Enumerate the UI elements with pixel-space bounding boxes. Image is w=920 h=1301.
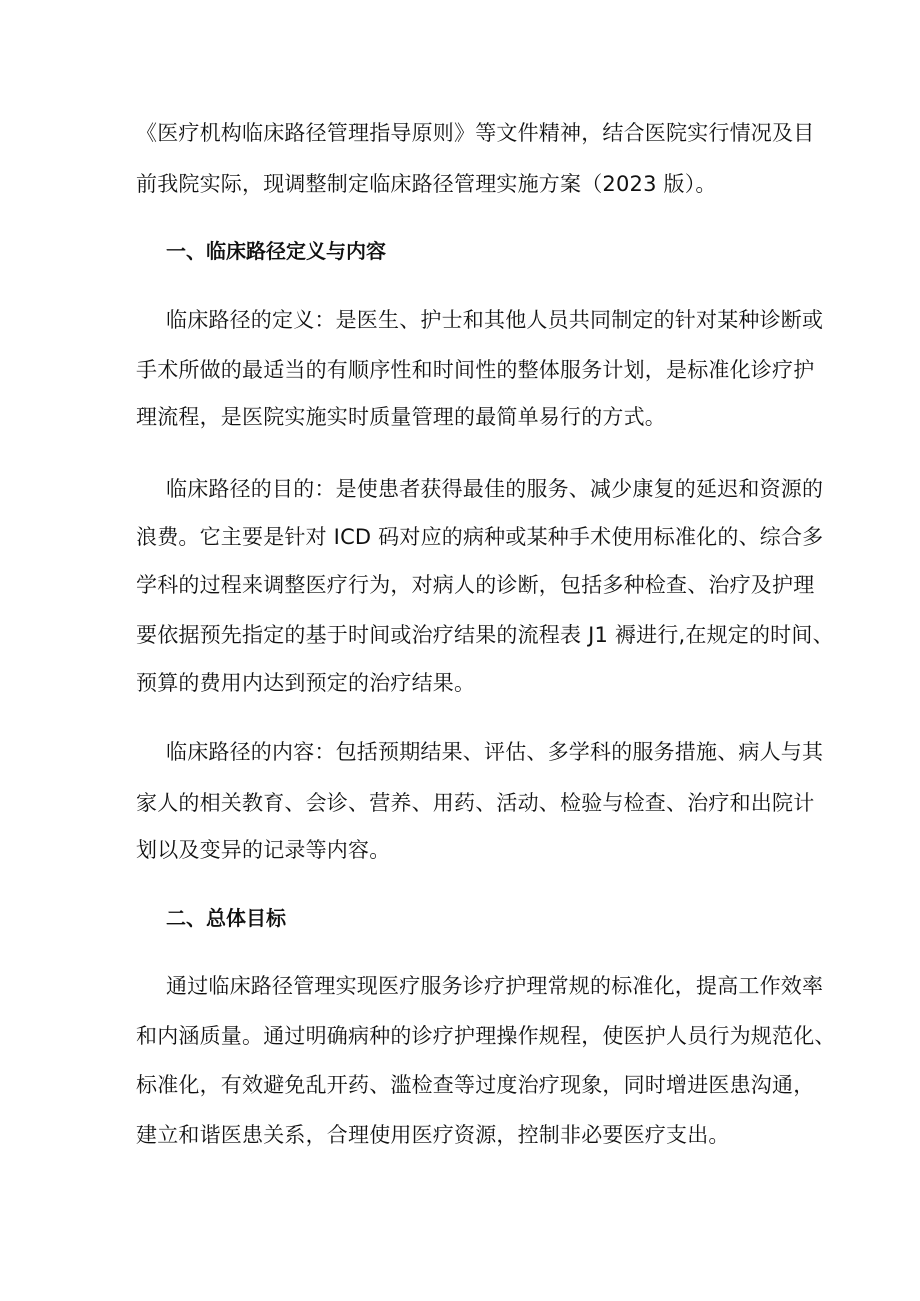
- intro-line-2: 前我院实际，现调整制定临床路径管理实施方案（2023 版）。: [136, 172, 717, 196]
- section-heading-2: 二、总体目标: [166, 906, 286, 930]
- definition-line-2: 手术所做的最适当的有顺序性和时间性的整体服务计划，是标准化诊疗护: [136, 358, 815, 382]
- goals-line-4: 建立和谐医患关系，合理使用医疗资源，控制非必要医疗支出。: [136, 1123, 730, 1147]
- content-line-2: 家人的相关教育、会诊、营养、用药、活动、检验与检查、治疗和出院计: [136, 791, 815, 815]
- purpose-line-5: 预算的费用内达到预定的治疗结果。: [136, 671, 476, 695]
- definition-line-3: 理流程，是医院实施实时质量管理的最简单易行的方式。: [136, 405, 666, 429]
- content-line-1: 临床路径的内容：包括预期结果、评估、多学科的服务措施、病人与其: [166, 740, 824, 764]
- purpose-line-4: 要依据预先指定的基于时间或治疗结果的流程表 J1 褥进行,在规定的时间、: [136, 623, 834, 647]
- goals-line-2: 和内涵质量。通过明确病种的诊疗护理操作规程，使医护人员行为规范化、: [136, 1024, 836, 1048]
- intro-line-1: 《医疗机构临床路径管理指导原则》等文件精神，结合医院实行情况及目: [136, 121, 815, 145]
- purpose-line-3: 学科的过程来调整医疗行为，对病人的诊断，包括多种检查、治疗及护理: [136, 573, 815, 597]
- purpose-line-2: 浪费。它主要是针对 ICD 码对应的病种或某种手术使用标准化的、综合多: [136, 525, 824, 549]
- goals-line-3: 标准化，有效避免乱开药、滥检查等过度治疗现象，同时增进医患沟通，: [136, 1073, 815, 1097]
- purpose-line-1: 临床路径的目的：是使患者获得最佳的服务、减少康复的延迟和资源的: [166, 477, 824, 501]
- definition-line-1: 临床路径的定义：是医生、护士和其他人员共同制定的针对某种诊断或: [166, 308, 824, 332]
- section-heading-1: 一、临床路径定义与内容: [166, 239, 386, 263]
- content-line-3: 划以及变异的记录等内容。: [136, 838, 391, 862]
- goals-line-1: 通过临床路径管理实现医疗服务诊疗护理常规的标准化，提高工作效率: [166, 974, 824, 998]
